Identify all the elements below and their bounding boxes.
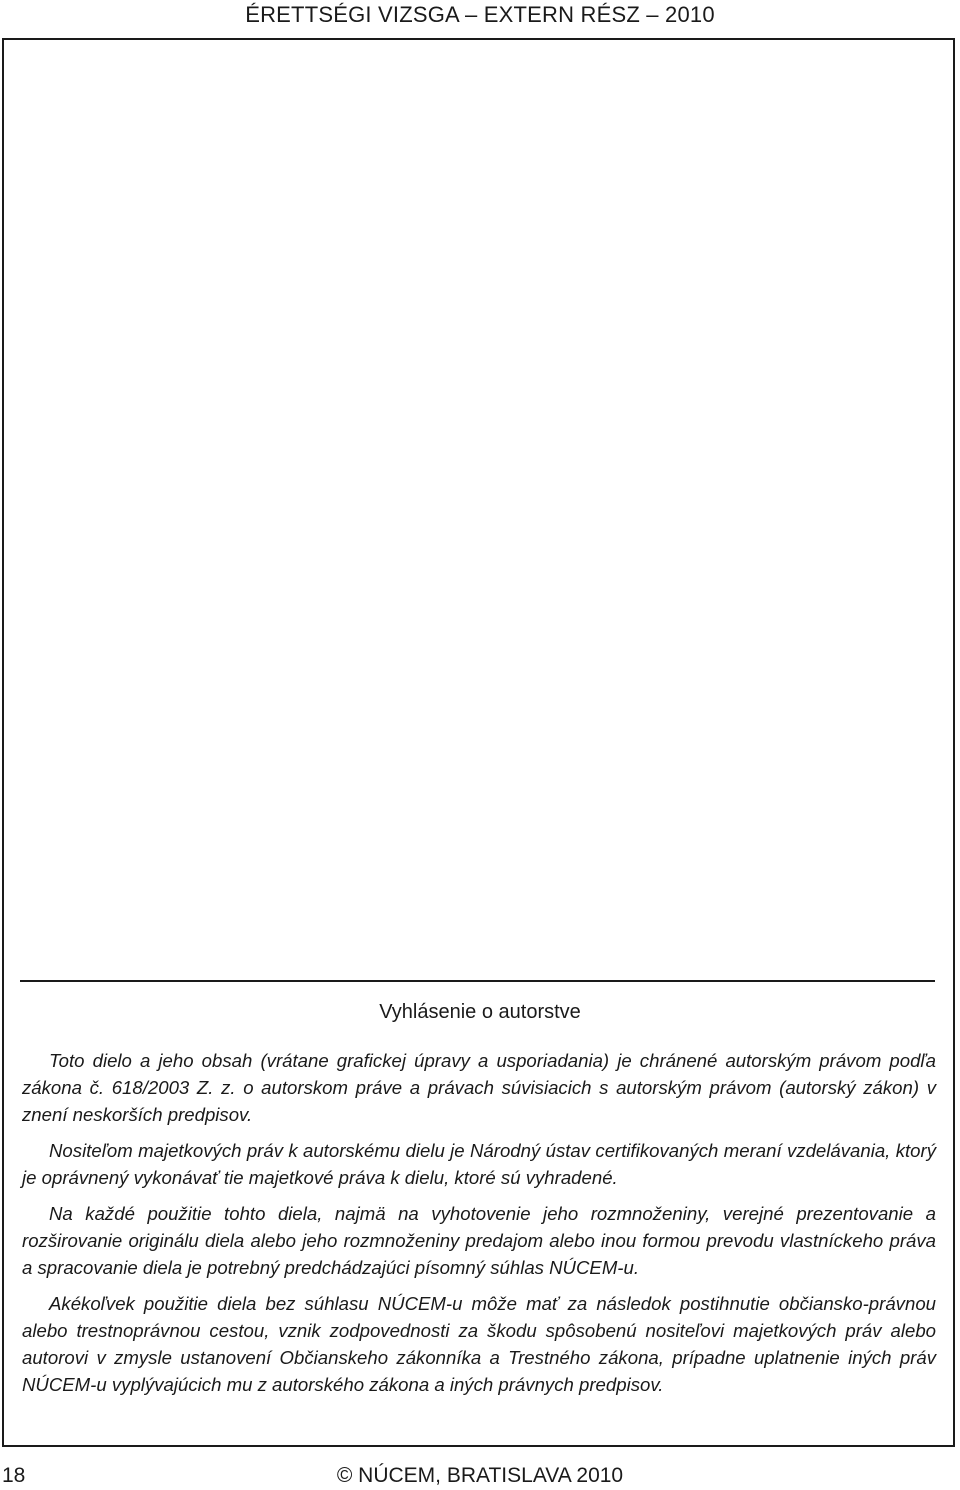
notice-paragraph-copyright: Toto dielo a jeho obsah (vrátane grafickej úpravy a usporiadania) je chránené autorským právom podľa zákona č. 618/2003 Z. z. o autorskom práve a právach súvisiacich s autorským právom (autorský zákon) v znení neskorších predpisov. bbox=[22, 1050, 936, 1125]
footer-copyright: © NÚCEM, BRATISLAVA 2010 bbox=[336, 1464, 624, 1487]
section-divider bbox=[20, 980, 935, 982]
notice-paragraph-liability: Akékoľvek použitie diela bez súhlasu NÚCEM-u môže mať za následok postihnutie občiansko-právnou alebo trestnoprávnou cestou, vznik zodpovednosti za škodu spôsobenú nositeľovi majetkových práv alebo autorovi v zmysle ustanovení Občianskeho zákonníka a Trestného zákona, prípadne uplatnenie iných práv NÚCEM-u vyplývajúcich mu z autorského zákona a iných právnych predpisov. bbox=[22, 1293, 936, 1395]
page-header: ÉRETTSÉGI VIZSGA – EXTERN RÉSZ – 2010 bbox=[245, 2, 715, 27]
notice-paragraph-consent: Na každé použitie tohto diela, najmä na vyhotovenie jeho rozmnoženiny, verejné prezentovanie a rozširovanie originálu diela alebo jeho rozmnoženiny predajom alebo inou formou prevodu vlastníckeho práva a spracovanie diela je potrebný predchádzajúci písomný súhlas NÚCEM-u. bbox=[22, 1203, 936, 1278]
notice-paragraph-rights-holder: Nositeľom majetkových práv k autorskému dielu je Národný ústav certifikovaných meraní vzdelávania, ktorý je oprávnený vykonávať tie majetkové práva k dielu, ktoré sú vyhradené. bbox=[22, 1140, 936, 1188]
notice-body bbox=[22, 1047, 936, 1407]
notice-title: Vyhlásenie o autorstve bbox=[379, 1001, 581, 1023]
page-number: 18 bbox=[2, 1464, 26, 1487]
